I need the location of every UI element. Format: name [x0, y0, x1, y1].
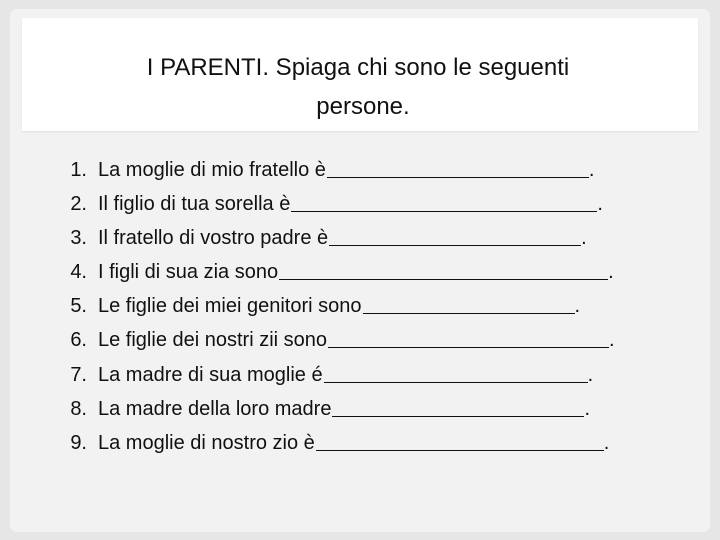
item-number: 5. — [70, 295, 87, 318]
item-text: Il figlio di tua sorella è — [98, 193, 291, 216]
item-number: 1. — [70, 159, 87, 181]
title-bold: I PARENTI — [146, 54, 263, 81]
page-title — [22, 48, 698, 126]
item-text: Il fratello di vostro padre è — [98, 227, 329, 250]
title-box — [22, 18, 698, 131]
answer-blank[interactable] — [279, 259, 608, 280]
answer-blank[interactable] — [328, 327, 609, 348]
title-rest: . Spiaga chi sono le seguenti — [262, 54, 570, 81]
exercise-item-5 — [55, 289, 615, 323]
exercise-item-6 — [55, 323, 615, 357]
exercise-item-2 — [55, 187, 615, 221]
item-end: . — [603, 431, 610, 454]
answer-blank[interactable] — [316, 430, 604, 451]
answer-blank[interactable] — [324, 362, 588, 383]
title-line-2: persone. — [316, 93, 410, 120]
item-number: 3. — [70, 227, 87, 250]
item-number: 8. — [70, 397, 87, 420]
item-number: 9. — [70, 431, 87, 454]
item-end: . — [587, 363, 594, 386]
item-text: La madre di sua moglie é — [98, 363, 323, 386]
answer-blank[interactable] — [363, 293, 575, 314]
exercise-item-1 — [55, 153, 615, 187]
slide — [10, 9, 710, 532]
item-end: . — [608, 261, 614, 284]
item-end: . — [597, 193, 603, 216]
answer-blank[interactable] — [291, 191, 597, 212]
item-end: . — [588, 159, 595, 181]
item-end: . — [581, 227, 587, 250]
item-text: La moglie di nostro zio è — [98, 431, 315, 454]
title-line-1 — [20, 48, 696, 87]
answer-blank[interactable] — [327, 157, 589, 178]
exercise-item-8 — [55, 392, 615, 426]
item-end: . — [574, 295, 581, 318]
exercise-item-4 — [55, 255, 615, 289]
item-number: 2. — [70, 193, 87, 216]
answer-blank[interactable] — [332, 396, 584, 417]
exercise-item-3 — [55, 221, 615, 255]
item-number: 4. — [70, 261, 87, 284]
item-end: . — [609, 329, 615, 352]
exercise-item-9 — [55, 426, 615, 460]
item-number: 7. — [70, 363, 87, 386]
item-text: I figli di sua zia sono — [98, 261, 279, 284]
item-text: Le figlie dei miei genitori sono — [98, 295, 362, 318]
item-text: La madre della loro madre — [98, 397, 332, 420]
item-text: La moglie di mio fratello è — [98, 159, 326, 181]
item-text: Le figlie dei nostri zii sono — [98, 329, 328, 352]
item-number: 6. — [70, 329, 87, 352]
item-end: . — [584, 397, 591, 420]
answer-blank[interactable] — [329, 225, 581, 246]
exercise-item-7 — [55, 358, 615, 392]
exercise-list — [55, 153, 615, 460]
